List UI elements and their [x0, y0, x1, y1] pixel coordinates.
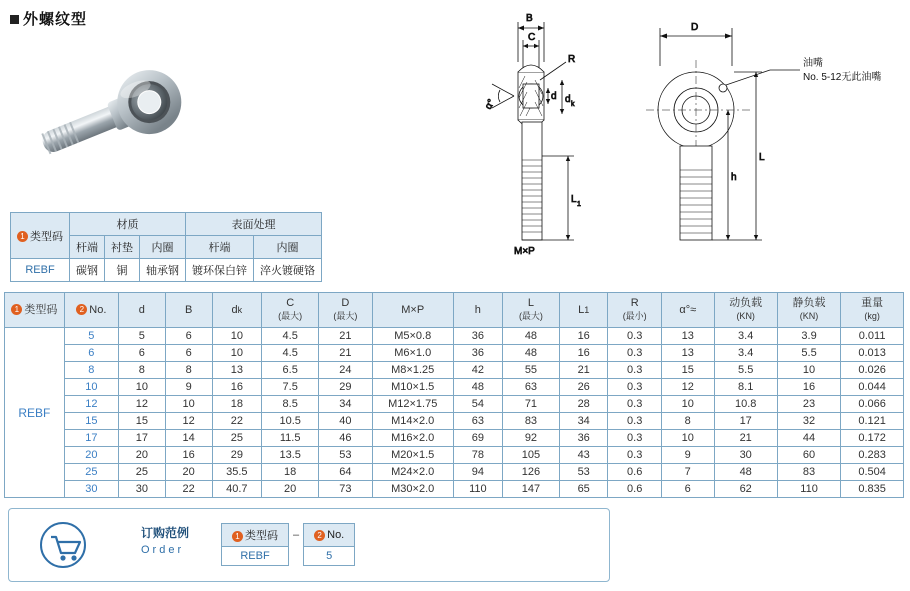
dim-dk: d: [565, 94, 571, 105]
material-sub-4: 内圈: [254, 236, 322, 259]
material-group-header: 材质: [70, 213, 186, 236]
spec-cell-alpha: 7: [661, 464, 714, 481]
spec-cell-B: 6: [165, 345, 212, 362]
spec-cell-C: 4.5: [262, 345, 319, 362]
spec-header-alpha: α°≈: [661, 293, 714, 328]
spec-cell-w: 0.121: [841, 413, 904, 430]
spec-cell-L1: 26: [559, 379, 608, 396]
spec-cell-MxP: M14×2.0: [372, 413, 453, 430]
spec-cell-C: 4.5: [262, 328, 319, 345]
spec-header-L1: L1: [559, 293, 608, 328]
spec-cell-dk: 16: [212, 379, 262, 396]
spec-cell-L1: 21: [559, 362, 608, 379]
spec-cell-R: 0.3: [608, 328, 661, 345]
spec-cell-alpha: 10: [661, 396, 714, 413]
order-col1-header: 1 类型码: [222, 524, 289, 547]
spec-cell-L: 71: [502, 396, 559, 413]
spec-cell-dk: 40.7: [212, 481, 262, 498]
spec-cell-L: 48: [502, 345, 559, 362]
product-photo: [20, 45, 220, 180]
spec-cell-C: 6.5: [262, 362, 319, 379]
spec-cell-stat: 5.5: [777, 345, 840, 362]
spec-cell-alpha: 8: [661, 413, 714, 430]
spec-cell-stat: 10: [777, 362, 840, 379]
spec-header-dk: dk: [212, 293, 262, 328]
table-row: [5, 345, 904, 362]
badge-two-icon: 2: [314, 530, 325, 541]
spec-header-C: C (最大): [262, 293, 319, 328]
order-dash-header: –: [293, 529, 300, 541]
spec-cell-dk: 10: [212, 328, 262, 345]
spec-header-dyn: 动负载 (KN): [714, 293, 777, 328]
spec-cell-B: 6: [165, 328, 212, 345]
spec-cell-L1: 16: [559, 345, 608, 362]
table-row: [5, 379, 904, 396]
spec-header-h: h: [453, 293, 502, 328]
spec-cell-MxP: M6×1.0: [372, 345, 453, 362]
cart-icon: [33, 521, 129, 569]
spec-cell-B: 8: [165, 362, 212, 379]
material-sub-3: 杆端: [186, 236, 254, 259]
technical-drawing: [470, 10, 900, 275]
dim-L1: L: [571, 194, 577, 205]
material-row-val-0: 碳钢: [70, 259, 105, 282]
spec-cell-w: 0.066: [841, 396, 904, 413]
spec-cell-h: 69: [453, 430, 502, 447]
spec-cell-d: 17: [118, 430, 165, 447]
spec-cell-stat: 60: [777, 447, 840, 464]
note-line2: No. 5-12无此油嘴: [803, 72, 882, 83]
order-col2-value: 5: [304, 547, 355, 566]
spec-cell-stat: 23: [777, 396, 840, 413]
spec-cell-dyn: 8.1: [714, 379, 777, 396]
spec-cell-dyn: 30: [714, 447, 777, 464]
material-sub-0: 杆端: [70, 236, 105, 259]
spec-cell-L1: 34: [559, 413, 608, 430]
table-row: [5, 362, 904, 379]
spec-cell-L: 48: [502, 328, 559, 345]
spec-cell-w: 0.504: [841, 464, 904, 481]
page-title: [10, 8, 87, 29]
table-row: [5, 481, 904, 498]
spec-header-B: B: [165, 293, 212, 328]
spec-cell-stat: 32: [777, 413, 840, 430]
surface-group-header: 表面处理: [186, 213, 322, 236]
material-row-val-4: 淬火镀硬铬: [254, 259, 322, 282]
spec-cell-B: 10: [165, 396, 212, 413]
spec-cell-L: 92: [502, 430, 559, 447]
dim-MxP: M×P: [514, 246, 535, 257]
spec-cell-stat: 44: [777, 430, 840, 447]
order-col1-value: REBF: [222, 547, 289, 566]
spec-cell-d: 10: [118, 379, 165, 396]
spec-cell-L1: 65: [559, 481, 608, 498]
spec-cell-D: 40: [319, 413, 372, 430]
spec-cell-B: 20: [165, 464, 212, 481]
spec-cell-h: 110: [453, 481, 502, 498]
material-sub-2: 内圈: [140, 236, 186, 259]
material-table-row: [11, 259, 322, 282]
spec-cell-h: 94: [453, 464, 502, 481]
spec-cell-B: 14: [165, 430, 212, 447]
page-title-text: 外螺纹型: [23, 11, 88, 28]
spec-cell-L1: 43: [559, 447, 608, 464]
order-table-header-row: [222, 524, 355, 547]
spec-cell-MxP: M24×2.0: [372, 464, 453, 481]
badge-one-icon: 1: [232, 531, 243, 542]
spec-cell-d: 6: [118, 345, 165, 362]
material-sub-1: 衬垫: [105, 236, 140, 259]
spec-cell-dk: 10: [212, 345, 262, 362]
spec-cell-R: 0.3: [608, 396, 661, 413]
spec-cell-h: 63: [453, 413, 502, 430]
dim-h: h: [731, 172, 737, 183]
dim-d: d: [551, 91, 557, 102]
specification-table: [4, 292, 904, 498]
spec-cell-L1: 36: [559, 430, 608, 447]
material-row-val-2: 轴承钢: [140, 259, 186, 282]
spec-cell-B: 22: [165, 481, 212, 498]
spec-cell-dyn: 10.8: [714, 396, 777, 413]
spec-cell-MxP: M10×1.5: [372, 379, 453, 396]
spec-cell-L1: 16: [559, 328, 608, 345]
spec-header-d: d: [118, 293, 165, 328]
order-example-label: [141, 525, 189, 559]
material-table: [10, 212, 322, 282]
spec-cell-no: 20: [64, 447, 118, 464]
spec-cell-d: 5: [118, 328, 165, 345]
spec-cell-h: 54: [453, 396, 502, 413]
spec-cell-C: 7.5: [262, 379, 319, 396]
spec-cell-dyn: 62: [714, 481, 777, 498]
spec-cell-w: 0.835: [841, 481, 904, 498]
spec-cell-D: 21: [319, 345, 372, 362]
spec-cell-alpha: 12: [661, 379, 714, 396]
spec-type-code-cell: REBF: [5, 328, 65, 498]
dim-alpha: α°: [483, 97, 498, 112]
table-row: [5, 447, 904, 464]
spec-cell-stat: 83: [777, 464, 840, 481]
spec-cell-MxP: M16×2.0: [372, 430, 453, 447]
spec-cell-alpha: 13: [661, 345, 714, 362]
spec-cell-D: 21: [319, 328, 372, 345]
spec-cell-no: 12: [64, 396, 118, 413]
spec-cell-R: 0.3: [608, 362, 661, 379]
spec-cell-R: 0.3: [608, 413, 661, 430]
spec-cell-dk: 13: [212, 362, 262, 379]
spec-cell-R: 0.3: [608, 379, 661, 396]
spec-cell-C: 8.5: [262, 396, 319, 413]
spec-cell-D: 73: [319, 481, 372, 498]
spec-cell-d: 30: [118, 481, 165, 498]
dim-L: L: [759, 152, 765, 163]
spec-cell-d: 25: [118, 464, 165, 481]
badge-one-icon: 1: [17, 231, 28, 242]
spec-cell-dyn: 21: [714, 430, 777, 447]
table-row: [5, 464, 904, 481]
spec-cell-C: 10.5: [262, 413, 319, 430]
note-line1: 油嘴: [803, 58, 823, 69]
order-example-box: [8, 508, 610, 582]
spec-cell-L1: 28: [559, 396, 608, 413]
spec-cell-MxP: M8×1.25: [372, 362, 453, 379]
spec-header-weight: 重量 (kg): [841, 293, 904, 328]
spec-cell-D: 29: [319, 379, 372, 396]
table-row: [5, 328, 904, 345]
order-example-table: [221, 523, 355, 566]
spec-cell-MxP: M30×2.0: [372, 481, 453, 498]
spec-cell-stat: 110: [777, 481, 840, 498]
spec-cell-C: 20: [262, 481, 319, 498]
spec-cell-dk: 22: [212, 413, 262, 430]
order-label-cn: 订购范例: [141, 526, 190, 540]
spec-cell-dyn: 48: [714, 464, 777, 481]
spec-cell-h: 36: [453, 328, 502, 345]
spec-cell-stat: 3.9: [777, 328, 840, 345]
spec-cell-w: 0.013: [841, 345, 904, 362]
spec-cell-no: 30: [64, 481, 118, 498]
spec-cell-alpha: 10: [661, 430, 714, 447]
material-row-val-3: 镀环保白锌: [186, 259, 254, 282]
spec-cell-h: 48: [453, 379, 502, 396]
spec-cell-B: 9: [165, 379, 212, 396]
order-label-en: Order: [141, 544, 185, 556]
material-type-code-label: 类型码: [30, 230, 63, 243]
spec-cell-R: 0.3: [608, 345, 661, 362]
spec-cell-w: 0.172: [841, 430, 904, 447]
spec-cell-dyn: 17: [714, 413, 777, 430]
material-row-code: REBF: [11, 259, 70, 282]
spec-cell-R: 0.3: [608, 447, 661, 464]
spec-cell-alpha: 13: [661, 328, 714, 345]
spec-cell-no: 17: [64, 430, 118, 447]
spec-cell-dyn: 5.5: [714, 362, 777, 379]
spec-cell-R: 0.6: [608, 481, 661, 498]
spec-cell-L: 126: [502, 464, 559, 481]
spec-cell-no: 10: [64, 379, 118, 396]
dim-L1-sub: 1: [577, 201, 581, 208]
spec-cell-dyn: 3.4: [714, 345, 777, 362]
spec-cell-dyn: 3.4: [714, 328, 777, 345]
spec-cell-no: 25: [64, 464, 118, 481]
table-row: [5, 430, 904, 447]
spec-cell-R: 0.3: [608, 430, 661, 447]
spec-cell-stat: 16: [777, 379, 840, 396]
dim-C: C: [528, 32, 536, 43]
spec-cell-w: 0.026: [841, 362, 904, 379]
spec-cell-no: 8: [64, 362, 118, 379]
spec-cell-MxP: M20×1.5: [372, 447, 453, 464]
spec-cell-no: 6: [64, 345, 118, 362]
spec-cell-D: 34: [319, 396, 372, 413]
spec-table-body: [5, 328, 904, 498]
spec-header-no: 2 No.: [64, 293, 118, 328]
dim-R: R: [568, 54, 576, 65]
square-bullet-icon: [10, 15, 19, 24]
spec-header-R: R (最小): [608, 293, 661, 328]
spec-cell-L1: 53: [559, 464, 608, 481]
spec-cell-dk: 29: [212, 447, 262, 464]
spec-cell-h: 78: [453, 447, 502, 464]
spec-cell-C: 18: [262, 464, 319, 481]
spec-cell-L: 55: [502, 362, 559, 379]
table-row: [5, 396, 904, 413]
spec-cell-no: 15: [64, 413, 118, 430]
spec-cell-d: 8: [118, 362, 165, 379]
spec-cell-w: 0.044: [841, 379, 904, 396]
spec-cell-D: 53: [319, 447, 372, 464]
spec-cell-d: 15: [118, 413, 165, 430]
spec-header-row: [5, 293, 904, 328]
spec-cell-MxP: M12×1.75: [372, 396, 453, 413]
dim-B: B: [526, 13, 533, 24]
spec-cell-C: 11.5: [262, 430, 319, 447]
spec-cell-alpha: 15: [661, 362, 714, 379]
spec-cell-L: 105: [502, 447, 559, 464]
spec-header-D: D (最大): [319, 293, 372, 328]
badge-one-icon: 1: [11, 304, 22, 315]
spec-cell-D: 46: [319, 430, 372, 447]
spec-header-mxp: M×P: [372, 293, 453, 328]
spec-cell-L: 83: [502, 413, 559, 430]
spec-cell-L: 147: [502, 481, 559, 498]
spec-cell-alpha: 6: [661, 481, 714, 498]
spec-cell-B: 12: [165, 413, 212, 430]
spec-cell-C: 13.5: [262, 447, 319, 464]
spec-cell-R: 0.6: [608, 464, 661, 481]
spec-cell-no: 5: [64, 328, 118, 345]
material-type-code-header: [11, 213, 70, 259]
spec-cell-w: 0.011: [841, 328, 904, 345]
spec-header-L: L (最大): [502, 293, 559, 328]
spec-cell-w: 0.283: [841, 447, 904, 464]
spec-cell-D: 24: [319, 362, 372, 379]
spec-cell-MxP: M5×0.8: [372, 328, 453, 345]
material-table-header-row: [11, 213, 322, 236]
spec-cell-dk: 25: [212, 430, 262, 447]
dim-dk-sub: k: [571, 101, 575, 108]
spec-cell-alpha: 9: [661, 447, 714, 464]
spec-cell-D: 64: [319, 464, 372, 481]
order-dash-value: [289, 547, 304, 566]
spec-cell-L: 63: [502, 379, 559, 396]
spec-header-type-code: 1 类型码: [5, 293, 65, 328]
spec-cell-B: 16: [165, 447, 212, 464]
order-table-value-row: [222, 547, 355, 566]
spec-cell-d: 20: [118, 447, 165, 464]
spec-cell-dk: 18: [212, 396, 262, 413]
spec-cell-h: 36: [453, 345, 502, 362]
badge-two-icon: 2: [76, 304, 87, 315]
spec-header-stat: 静负载 (KN): [777, 293, 840, 328]
spec-cell-d: 12: [118, 396, 165, 413]
table-row: [5, 413, 904, 430]
dim-D: D: [691, 22, 699, 33]
spec-cell-h: 42: [453, 362, 502, 379]
material-row-val-1: 铜: [105, 259, 140, 282]
order-col2-header: 2 No.: [304, 524, 355, 547]
spec-cell-dk: 35.5: [212, 464, 262, 481]
